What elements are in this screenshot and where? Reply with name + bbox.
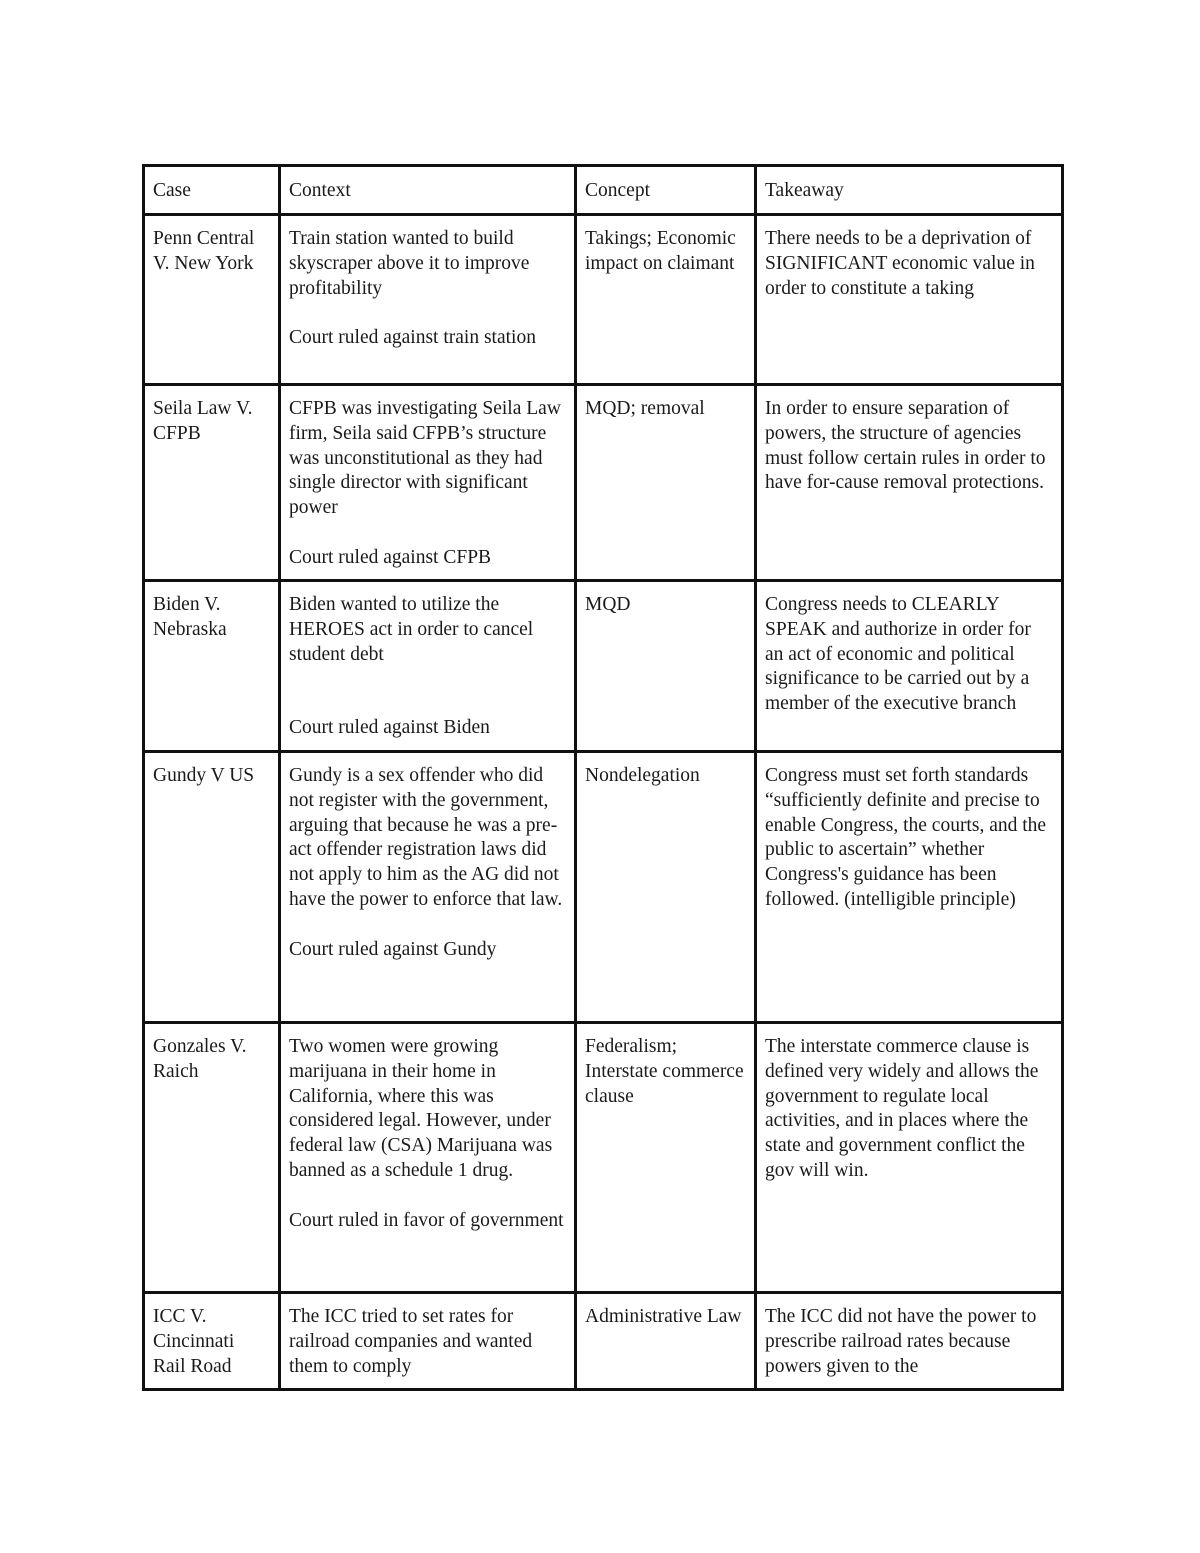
concept-text: MQD; removal: [585, 398, 705, 419]
case-cell: [144, 215, 280, 385]
context-text: Biden wanted to utilize the HEROES act in order to cancel student debt: [289, 594, 534, 665]
case-name: Gundy V US: [153, 765, 255, 786]
takeaway-cell: [756, 385, 1063, 581]
concept-text: Nondelegation: [585, 765, 700, 786]
takeaway-cell: [756, 1293, 1063, 1390]
table-row: [144, 1293, 1063, 1390]
context-text: Train station wanted to build skyscraper above it to improve profitability: [289, 228, 530, 299]
header-concept: Concept: [576, 166, 756, 215]
case-name: ICC V. Cincinnati Rail Road: [153, 1306, 235, 1377]
case-name: Seila Law V. CFPB: [153, 398, 253, 444]
header-takeaway: Takeaway: [756, 166, 1063, 215]
ruling-text: Court ruled against Biden: [289, 717, 490, 739]
context-text: Two women were growing marijuana in their home in California, where this was considered legal. However, under federal law (CSA) Marijuana was banned as a schedule 1 drug.: [289, 1036, 553, 1181]
context-text: CFPB was investigating Seila Law firm, Seila said CFPB’s structure was unconstitutional as they had single director with significant power: [289, 398, 561, 519]
concept-cell: [576, 1023, 756, 1293]
takeaway-cell: [756, 215, 1063, 385]
concept-cell: [576, 581, 756, 752]
takeaway-text: In order to ensure separation of powers, the structure of agencies must follow certain rules in order to have for-cause removal protections.: [765, 398, 1046, 494]
context-text: Gundy is a sex offender who did not register with the government, arguing that because he was a pre-act offender registration laws did not apply to him as the AG did not have the power to enforce that law.: [289, 765, 563, 910]
takeaway-cell: [756, 1023, 1063, 1293]
takeaway-text: Congress needs to CLEARLY SPEAK and authorize in order for an act of economic and political significance to be carried out by a member of the executive branch: [765, 594, 1031, 715]
context-cell: [280, 752, 576, 1023]
table-row: [144, 752, 1063, 1023]
takeaway-text: There needs to be a deprivation of SIGNIFICANT economic value in order to constitute a taking: [765, 228, 1035, 299]
case-cell: [144, 1293, 280, 1390]
ruling-text: Court ruled against train station: [289, 327, 536, 349]
table-row: [144, 385, 1063, 581]
ruling-text: Court ruled against Gundy: [289, 938, 497, 960]
takeaway-text: Congress must set forth standards “sufficiently definite and precise to enable Congress, the courts, and the public to ascertain” whether Congress's guidance has been followed. (intelligible principle): [765, 765, 1047, 910]
case-cell: [144, 752, 280, 1023]
takeaway-text: The interstate commerce clause is defined very widely and allows the government to regulate local activities, and in places where the state and government conflict the gov will win.: [765, 1036, 1039, 1181]
concept-text: Federalism; Interstate commerce clause: [585, 1036, 744, 1107]
table-header-row: [144, 166, 1063, 215]
context-cell: [280, 1293, 576, 1390]
case-name: Biden V. Nebraska: [153, 594, 227, 640]
concept-text: MQD: [585, 594, 631, 615]
case-cell: [144, 385, 280, 581]
concept-cell: [576, 1293, 756, 1390]
header-case: Case: [144, 166, 280, 215]
concept-cell: [576, 215, 756, 385]
case-name: Gonzales V. Raich: [153, 1036, 247, 1082]
concept-text: Administrative Law: [585, 1306, 742, 1327]
context-text: The ICC tried to set rates for railroad companies and wanted them to comply: [289, 1306, 533, 1377]
ruling-text: Court ruled in favor of government: [289, 1209, 564, 1231]
concept-cell: [576, 752, 756, 1023]
header-context: Context: [280, 166, 576, 215]
concept-cell: [576, 385, 756, 581]
takeaway-cell: [756, 581, 1063, 752]
ruling-text: Court ruled against CFPB: [289, 546, 492, 568]
takeaway-cell: [756, 752, 1063, 1023]
case-name: Penn Central V. New York: [153, 228, 255, 274]
table-row: [144, 215, 1063, 385]
context-cell: [280, 581, 576, 752]
case-cell: [144, 1023, 280, 1293]
case-cell: [144, 581, 280, 752]
context-cell: [280, 215, 576, 385]
takeaway-text: The ICC did not have the power to prescribe railroad rates because powers given to the: [765, 1306, 1037, 1377]
case-table: [142, 164, 1064, 1391]
context-cell: [280, 385, 576, 581]
table-row: [144, 581, 1063, 752]
context-cell: [280, 1023, 576, 1293]
table-row: [144, 1023, 1063, 1293]
concept-text: Takings; Economic impact on claimant: [585, 228, 736, 274]
